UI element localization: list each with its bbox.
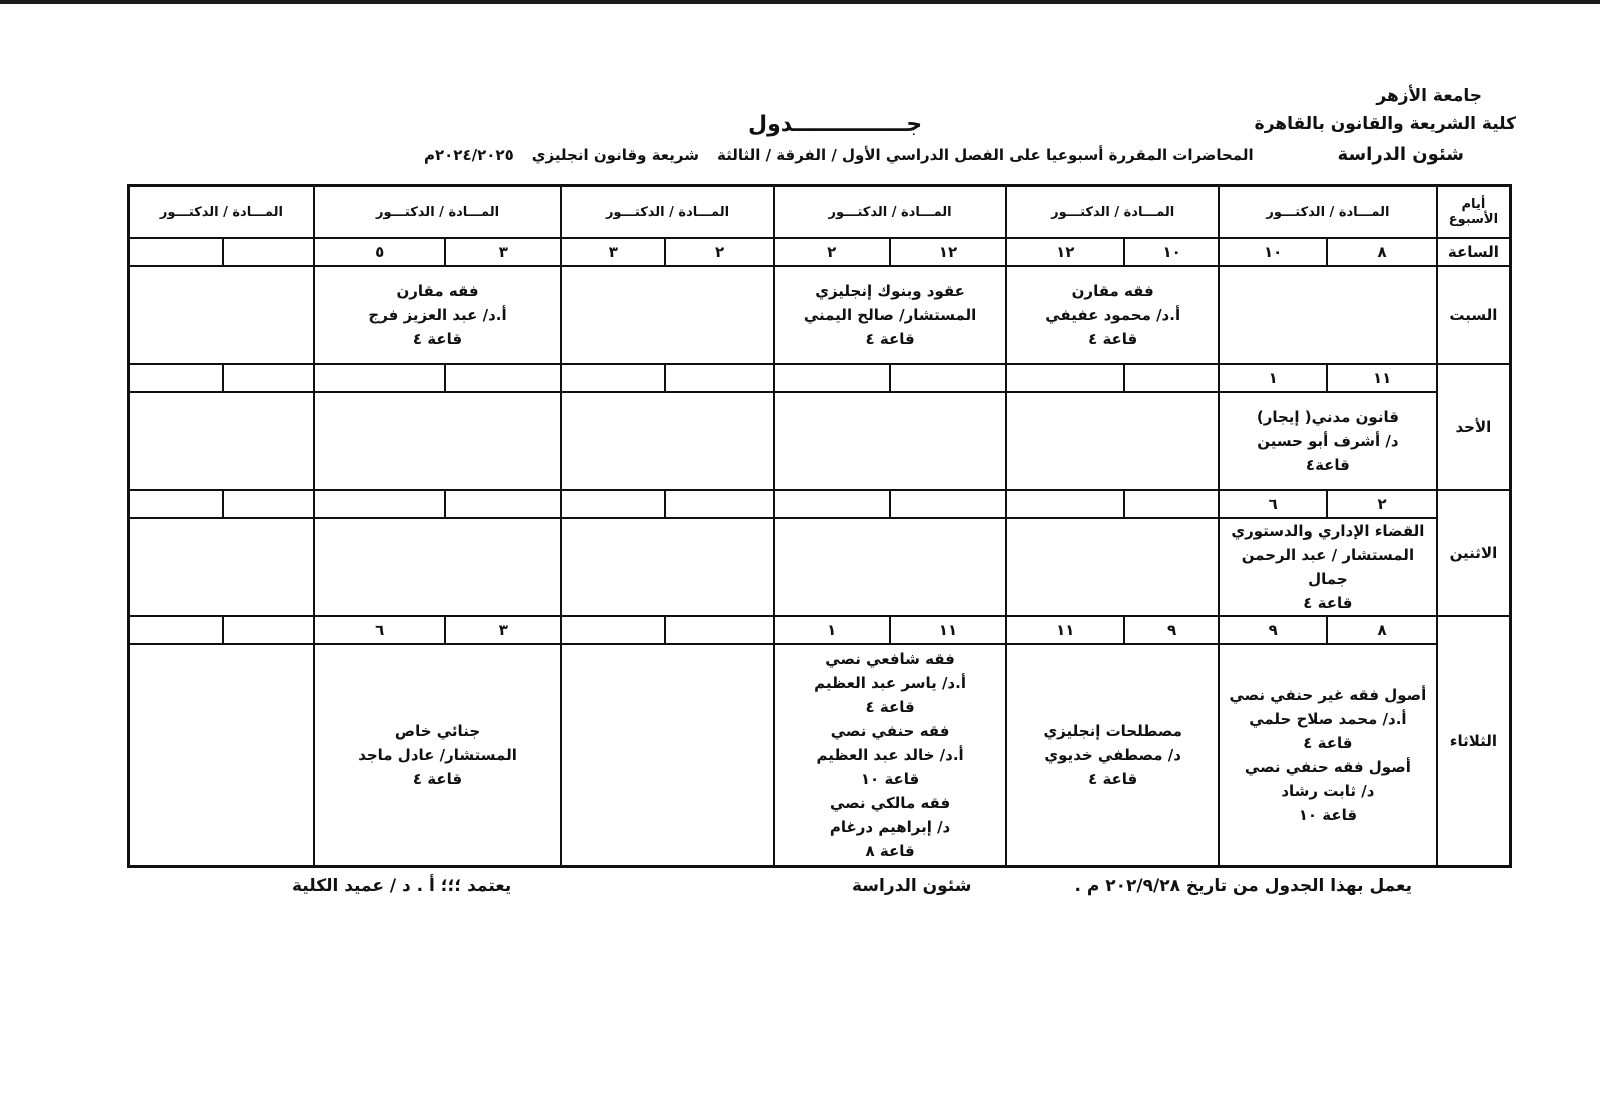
hour-cell: ٢ [774, 238, 890, 266]
time-cell: ٦ [1219, 490, 1327, 518]
day-name: الثلاثاء [1437, 616, 1511, 867]
time-cell [665, 364, 773, 392]
lecture-cell: فقه شافعي نصي أ.د/ ياسر عبد العظيم قاعة ٤ فقه حنفي نصي أ.د/ خالد عبد العظيم قاعة ١٠ فقه مالكي نصي د/ إبراهيم درغام قاعة ٨ [774, 644, 1007, 867]
hour-cell: ٨ [1327, 238, 1436, 266]
hour-cell: ١٢ [890, 238, 1007, 266]
time-cell [665, 616, 773, 644]
time-cell [314, 490, 446, 518]
time-cell [223, 364, 314, 392]
time-cell [1006, 490, 1124, 518]
lecture-cell [561, 392, 774, 490]
lecture-cell [561, 518, 774, 616]
time-cell [445, 490, 561, 518]
lecture-cell: القضاء الإداري والدستوري المستشار / عبد الرحمن جمال قاعة ٤ [1219, 518, 1437, 616]
time-cell: ٩ [1124, 616, 1219, 644]
hour-cell: ١٢ [1006, 238, 1124, 266]
column-header: المـــادة / الدكتـــور [561, 186, 774, 239]
lecture-cell [314, 518, 561, 616]
lecture-cell: فقه مقارن أ.د/ محمود عفيفي قاعة ٤ [1006, 266, 1219, 364]
hour-cell: ٢ [665, 238, 773, 266]
lecture-cell [129, 518, 314, 616]
time-cell: ٦ [314, 616, 446, 644]
column-header: المـــادة / الدكتـــور [1219, 186, 1437, 239]
footer-affairs: شئون الدراسة [852, 876, 972, 896]
time-cell [561, 616, 665, 644]
time-cell [774, 364, 890, 392]
hour-cell: ٣ [445, 238, 561, 266]
lecture-cell [774, 392, 1007, 490]
days-label: أيام الأسبوع [1437, 186, 1511, 239]
time-cell [890, 364, 1007, 392]
hour-cell: ٥ [314, 238, 446, 266]
time-cell [129, 616, 224, 644]
effective-date: يعمل بهذا الجدول من تاريخ ٢٠٢/٩/٢٨ م . [1074, 876, 1412, 896]
time-cell [774, 490, 890, 518]
column-header: المـــادة / الدكتـــور [314, 186, 561, 239]
lecture-cell [314, 392, 561, 490]
time-cell: ١١ [1006, 616, 1124, 644]
lecture-cell [561, 644, 774, 867]
lecture-cell: مصطلحات إنجليزي د/ مصطفي خديوي قاعة ٤ [1006, 644, 1219, 867]
time-cell: ١١ [890, 616, 1007, 644]
time-cell [890, 490, 1007, 518]
time-cell: ٩ [1219, 616, 1327, 644]
time-cell: ١ [774, 616, 890, 644]
faculty-name: كلية الشريعة والقانون بالقاهرة [1254, 114, 1516, 134]
time-cell [129, 364, 224, 392]
time-cell [223, 616, 314, 644]
lecture-cell: أصول فقه غير حنفي نصي أ.د/ محمد صلاح حلمي قاعة ٤ أصول فقه حنفي نصي د/ ثابت رشاد قاعة ١٠ [1219, 644, 1437, 867]
lecture-cell [561, 266, 774, 364]
lecture-cell: فقه مقارن أ.د/ عبد العزيز فرج قاعة ٤ [314, 266, 561, 364]
academic-year: ٢٠٢٤/٢٠٢٥م [424, 146, 514, 164]
time-cell [561, 364, 665, 392]
time-cell [1124, 364, 1219, 392]
lecture-cell [129, 392, 314, 490]
time-cell [1124, 490, 1219, 518]
time-cell: ٨ [1327, 616, 1436, 644]
time-cell [223, 490, 314, 518]
time-cell [665, 490, 773, 518]
hour-cell: ٣ [561, 238, 665, 266]
hour-cell [129, 238, 224, 266]
hour-label: الساعة [1437, 238, 1511, 266]
page-title: جـــــــــــــــدول [748, 112, 923, 137]
affairs-label: شئون الدراسة [1337, 144, 1464, 165]
column-header: المـــادة / الدكتـــور [774, 186, 1007, 239]
column-header: المـــادة / الدكتـــور [1006, 186, 1219, 239]
time-cell: ٣ [445, 616, 561, 644]
subtitle-line [424, 146, 1254, 164]
lecture-cell: جنائي خاص المستشار/ عادل ماجد قاعة ٤ [314, 644, 561, 867]
lecture-cell [129, 644, 314, 867]
time-cell: ١١ [1327, 364, 1436, 392]
time-cell [129, 490, 224, 518]
lecture-cell [1219, 266, 1437, 364]
day-name: الاثنين [1437, 490, 1511, 616]
day-name: السبت [1437, 266, 1511, 364]
time-cell [561, 490, 665, 518]
time-cell: ١ [1219, 364, 1327, 392]
lecture-cell: قانون مدني( إيجار) د/ أشرف أبو حسين قاعة٤ [1219, 392, 1437, 490]
subtitle-text: المحاضرات المقررة أسبوعيا على الفصل الدراسي الأول / الفرقة / الثالثة [716, 146, 1254, 164]
lecture-cell: عقود وبنوك إنجليزي المستشار/ صالح اليمني قاعة ٤ [774, 266, 1007, 364]
hour-cell: ١٠ [1124, 238, 1219, 266]
time-cell [314, 364, 446, 392]
time-cell [445, 364, 561, 392]
lecture-cell [774, 518, 1007, 616]
hour-cell [223, 238, 314, 266]
top-edge-line [0, 0, 1600, 4]
time-cell: ٢ [1327, 490, 1436, 518]
time-cell [1006, 364, 1124, 392]
day-name: الأحد [1437, 364, 1511, 490]
program-name: شريعة وقانون انجليزي [531, 146, 699, 164]
schedule-table [127, 184, 1512, 868]
hour-cell: ١٠ [1219, 238, 1327, 266]
lecture-cell [1006, 518, 1219, 616]
university-name: جامعة الأزهر [1376, 86, 1482, 106]
approval-line: يعتمد ؛؛؛ أ . د / عميد الكلية [292, 876, 512, 896]
column-header: المـــادة / الدكتـــور [129, 186, 314, 239]
lecture-cell [1006, 392, 1219, 490]
lecture-cell [129, 266, 314, 364]
